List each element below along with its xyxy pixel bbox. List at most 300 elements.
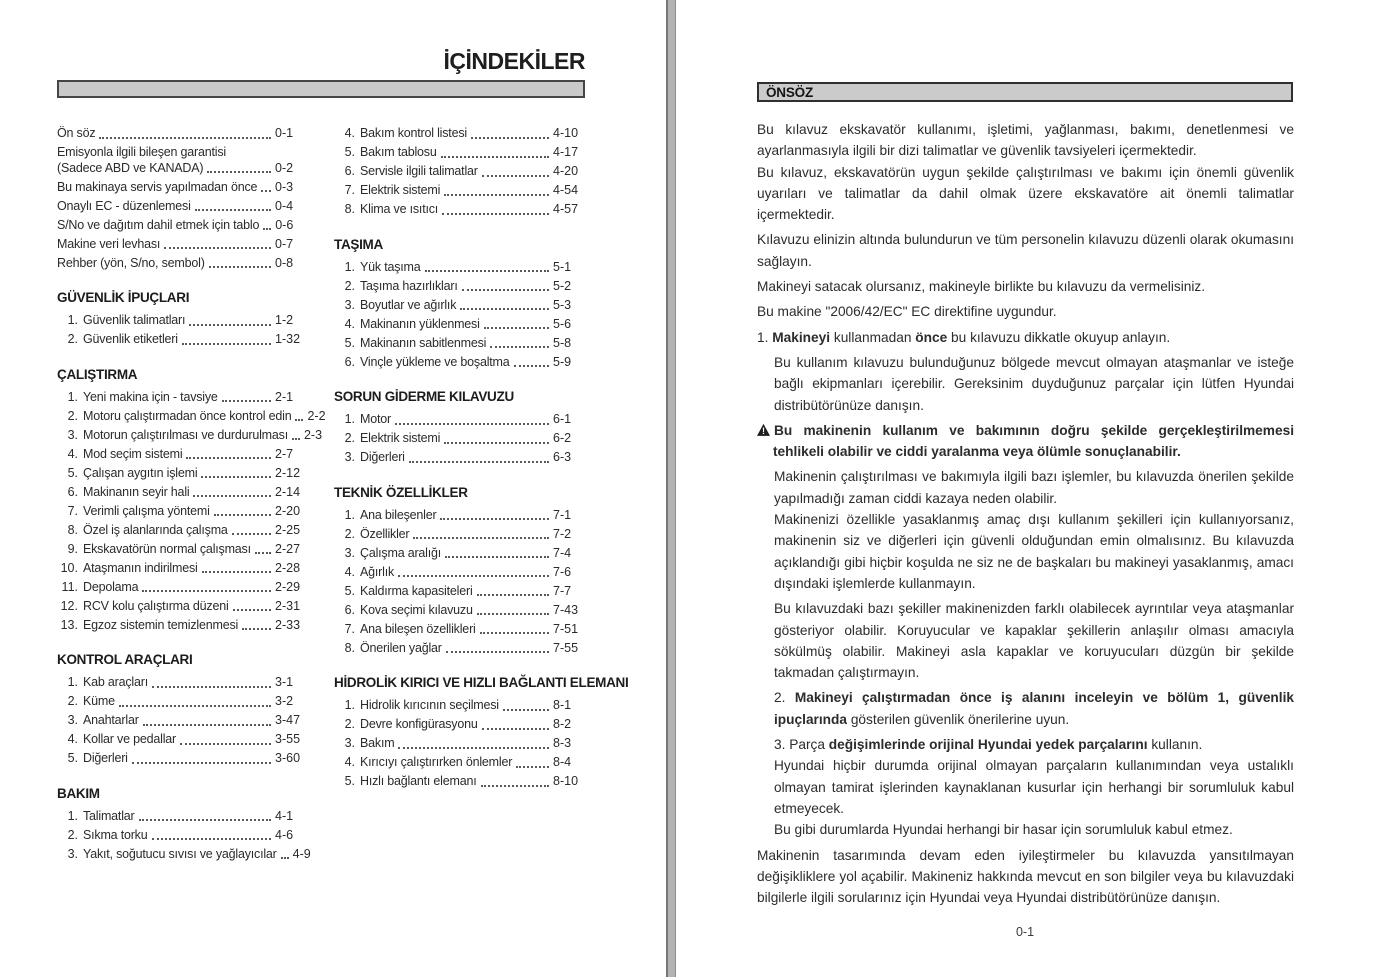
toc-item-label: Yakıt, soğutucu sıvısı ve yağlayıcılar: [83, 846, 277, 861]
paragraph: [774, 819, 1294, 840]
text-segment: Makinenizi özellikle yasaklanmış amaç dışı kullanım şekilleri için kullanıyorsanız, makinenin siz ve diğerleri için güvenli olduğundan emin olmalısınız. Bu kılavuzda açıklandığı gibi hiçbir koşulda ne siz ne de başkaları bu makineyi yasaklanmış, amacı dışındaki işlemlerde kullanmayın.: [774, 512, 1294, 591]
toc-item: [57, 219, 307, 233]
toc-item-label: Verimli çalışma yöntemi: [83, 503, 210, 518]
toc-page-ref: 4-54: [553, 183, 579, 197]
dotted-leader: [477, 594, 549, 596]
toc-item-number: 12.: [60, 598, 78, 613]
page-title: İÇİNDEKİLER: [443, 48, 585, 74]
toc-item: [57, 314, 307, 328]
toc-item: [57, 486, 307, 500]
toc-item: [334, 184, 585, 198]
dotted-leader: [440, 518, 549, 520]
toc-section-heading: ÇALIŞTIRMA: [57, 366, 138, 382]
dotted-leader: [201, 476, 271, 478]
toc-page-ref: 4-20: [553, 164, 579, 178]
paragraph: [774, 598, 1294, 683]
toc-item: [57, 846, 311, 862]
dotted-leader: [152, 686, 271, 688]
text-segment: 1.: [757, 329, 773, 345]
toc-item-label: Yeni makina için - tavsiye: [83, 389, 218, 404]
toc-page-ref: 2-20: [275, 503, 301, 518]
toc-page-ref: 0-4: [275, 198, 294, 213]
toc-item: [57, 257, 307, 271]
dotted-leader: [119, 705, 271, 707]
text-segment: Makineyi: [772, 329, 831, 345]
dotted-leader: [99, 137, 271, 139]
dotted-leader: [222, 400, 271, 402]
toc-item-number: 2.: [67, 408, 78, 423]
toc-section: [57, 652, 307, 766]
toc-page-ref: 2-31: [275, 598, 301, 613]
page-number: 0-1: [1015, 925, 1035, 939]
dotted-leader: [182, 343, 271, 345]
dotted-leader: [242, 628, 271, 630]
toc-item-number: 4.: [67, 446, 78, 461]
paragraph: [774, 734, 1294, 755]
toc-item: [57, 391, 307, 405]
dotted-leader: [398, 575, 549, 577]
dotted-leader: [207, 171, 271, 173]
toc-item-label: Vinçle yükleme ve boşaltma: [360, 354, 510, 369]
toc-item: [334, 642, 585, 656]
dotted-leader: [444, 442, 549, 444]
dotted-leader: [460, 308, 549, 310]
toc-section-heading: SORUN GİDERME KILAVUZU: [334, 389, 514, 404]
paragraph: [774, 687, 1294, 730]
toc-page-ref: 2-3: [303, 427, 323, 442]
dotted-leader: [263, 228, 271, 230]
toc-page-ref: 2-33: [275, 617, 301, 632]
toc-item-number: 3.: [344, 545, 355, 560]
toc-item: [57, 676, 307, 690]
toc-item: [334, 127, 585, 141]
toc-item: [57, 581, 307, 595]
toc-item: [334, 413, 585, 427]
toc-item-number: 5.: [344, 774, 355, 788]
toc-item-number: 9.: [67, 541, 78, 556]
toc-item: [57, 200, 307, 214]
toc-item: [57, 752, 307, 766]
toc-item-label: Elektrik sistemi: [360, 431, 441, 445]
toc-section: [334, 389, 585, 465]
toc-item-label: Ön söz: [57, 126, 96, 140]
toc-page-ref: 8-1: [553, 698, 572, 712]
text-segment: Makinenin tasarımında devam eden iyileştirmeler bu kılavuzda yansıtılmayan değişikliklere yol açabilir. Makineniz hakkında mevcut en son bilgiler veya bu kılavuzdaki bilgilerle ilgili sorularınız için Hyundai veya Hyundai distribütörünüze danışın.: [757, 847, 1294, 906]
toc-page-ref: 3-60: [275, 751, 301, 765]
toc-page-ref: 7-43: [553, 602, 579, 617]
toc-section-heading: BAKIM: [57, 785, 100, 801]
text-segment: Bu kullanım kılavuzu bulunduğunuz bölgede mevcut olmayan ataşmanlar ve isteğe bağlı ekipmanları içerebilir. Gereksinim duyduğunuz parçalar için lütfen Hyundai distribütörünüze danışın.: [774, 354, 1294, 413]
toc-item-label: Bakım: [360, 736, 395, 750]
toc-page-ref: 4-6: [275, 827, 294, 842]
paragraph: [774, 755, 1294, 819]
toc-item-label: Ekskavatörün normal çalışması: [83, 541, 251, 556]
toc-item-number: 3.: [67, 846, 78, 861]
page-divider: [666, 0, 676, 977]
toc-section: [334, 675, 629, 789]
toc-item: [334, 432, 585, 446]
dotted-leader: [180, 743, 271, 745]
toc-item-number: 1.: [67, 313, 78, 327]
toc-item: [57, 600, 307, 614]
toc-item-number: 2.: [67, 694, 78, 708]
toc-item: [57, 524, 307, 538]
toc-page-ref: 4-10: [553, 126, 579, 140]
dotted-leader: [143, 724, 271, 726]
toc-item-label: Talimatlar: [83, 808, 135, 823]
toc-item-label: Yük taşıma: [360, 259, 421, 274]
toc-item-number: 4.: [67, 732, 78, 746]
dotted-leader: [481, 785, 550, 787]
dotted-leader: [193, 495, 271, 497]
toc-page-ref: 5-9: [553, 354, 572, 369]
toc-item-number: 5.: [344, 335, 355, 350]
toc-item: [334, 509, 585, 523]
paragraph: [757, 327, 1294, 348]
toc-page-ref: 3-2: [275, 694, 294, 708]
toc-section: [57, 127, 307, 270]
dotted-leader: [233, 609, 271, 611]
dotted-leader: [164, 247, 271, 249]
toc-page-ref: 8-3: [553, 736, 572, 750]
dotted-leader: [139, 819, 272, 821]
text-segment: değişimlerinde orijinal Hyundai yedek parçalarını: [828, 737, 1148, 753]
toc-page-ref: 7-55: [553, 640, 579, 655]
toc-item-label: Motorun çalıştırılması ve durdurulması: [83, 427, 288, 442]
dotted-leader: [480, 632, 549, 634]
toc-item-number: 1.: [344, 698, 355, 712]
dotted-leader: [255, 552, 271, 554]
toc-page-ref: 1-2: [275, 313, 294, 327]
toc-item: [57, 467, 307, 481]
toc-item-label: S/No ve dağıtım dahil etmek için tablo: [57, 217, 260, 232]
toc-item-label: Servisle ilgili talimatlar: [360, 164, 478, 178]
toc-item-number: 5.: [344, 583, 355, 598]
text-segment: Bu gibi durumlarda Hyundai herhangi bir hasar için sorumluluk kabul etmez.: [774, 822, 1233, 838]
toc-item-number: 5.: [344, 145, 355, 159]
toc-item: [57, 162, 307, 176]
text-segment: kullanın.: [1147, 737, 1203, 753]
toc-item-number: 1.: [344, 259, 355, 274]
toc-item-label: Onaylı EC - düzenlemesi: [57, 198, 191, 213]
text-segment: Makinenin çalıştırılması ve bakımıyla ilgili bazı işlemler, bu kılavuzda önerilen şekilde yapılmadığı zaman ciddi kazaya neden olabilir.: [774, 469, 1294, 506]
toc-item-label: Kab araçları: [83, 675, 148, 689]
dotted-leader: [514, 365, 549, 367]
toc-page: [0, 0, 666, 977]
toc-item-number: 8.: [344, 202, 355, 216]
toc-item-label: Diğerleri: [360, 450, 405, 464]
toc-section: [57, 785, 311, 862]
toc-item-label: Makinanın sabitlenmesi: [360, 335, 487, 350]
dotted-leader: [132, 762, 271, 764]
toc-page-ref: 2-2: [307, 408, 326, 423]
toc-page-ref: 5-1: [553, 259, 572, 274]
toc-item: [334, 737, 585, 751]
dotted-leader: [425, 270, 549, 272]
text-segment: Bu kılavuz, ekskavatörün uygun şekilde çalıştırılması ve bakımı için önemli güvenlik uyarıları ve talimatlar da dahil olmak üzere ekskavatöre ait önemli talimatlar içermektedir.: [757, 164, 1294, 223]
text-segment: Bu makinenin kullanım ve bakımının doğru şekilde gerçekleştirilmemesi tehlikeli olabilir ve ciddi yaralanma veya ölümle sonuçlanabilir.: [773, 422, 1294, 460]
paragraph: [757, 845, 1294, 909]
toc-item-number: 3.: [67, 427, 78, 442]
toc-item-label: Rehber (yön, S/no, sembol): [57, 255, 205, 270]
text-segment: kullanmadan: [830, 329, 916, 345]
dotted-leader: [503, 709, 549, 711]
dotted-leader: [445, 556, 549, 558]
dotted-leader: [189, 324, 271, 326]
toc-page-ref: 6-2: [553, 431, 572, 445]
toc-section: [334, 485, 585, 656]
toc-page-ref: 2-7: [275, 446, 294, 461]
toc-item: [57, 543, 307, 557]
toc-page-ref: 0-8: [275, 255, 294, 270]
toc-item-number: 13.: [60, 617, 78, 632]
toc-item-number: 1.: [67, 675, 78, 689]
dotted-leader: [295, 419, 303, 421]
toc-item-label: Makinanın seyir hali: [83, 484, 190, 499]
toc-item-label: Makine veri levhası: [57, 236, 161, 251]
dotted-leader: [202, 571, 271, 573]
toc-item-label: Kova seçimi kılavuzu: [360, 602, 473, 617]
toc-item: [57, 448, 307, 462]
toc-item-number: 4.: [344, 316, 355, 331]
toc-item: [334, 318, 585, 332]
toc-item-number: 3.: [67, 713, 78, 727]
toc-item-label: Hızlı bağlantı elemanı: [360, 774, 477, 788]
dotted-leader: [232, 533, 271, 535]
text-segment: Makineyi çalıştırmadan önce iş alanını inceleyin ve bölüm 1, güvenlik ipuçlarında: [774, 690, 1295, 727]
dotted-leader: [442, 213, 549, 215]
toc-item: [57, 427, 323, 443]
toc-item-label: Depolama: [83, 579, 139, 594]
toc-item-label: Çalışan aygıtın işlemi: [83, 465, 198, 480]
toc-item: [334, 451, 585, 465]
paragraph: [774, 466, 1294, 509]
toc-item-label: Ağırlık: [360, 564, 395, 579]
toc-item-number: 2.: [67, 332, 78, 346]
toc-section: [57, 366, 326, 633]
toc-page-ref: 7-1: [553, 507, 572, 522]
dotted-leader: [398, 747, 549, 749]
dotted-leader: [395, 423, 549, 425]
toc-page-ref: 3-47: [275, 713, 301, 727]
toc-item: [57, 714, 307, 728]
title-underline-bar: [57, 80, 585, 98]
toc-page-ref: 6-1: [553, 412, 572, 426]
toc-item: [57, 829, 307, 843]
toc-item: [57, 238, 307, 252]
toc-page-ref: 3-55: [275, 732, 301, 746]
toc-item-label: Sıkma torku: [83, 827, 148, 842]
toc-item: [334, 146, 585, 160]
toc-page-ref: 2-29: [275, 579, 301, 594]
paragraph: [774, 352, 1294, 416]
paragraph: [757, 301, 1294, 322]
toc-item-number: 7.: [344, 183, 355, 197]
paragraph: [757, 119, 1294, 162]
text-segment: Hyundai hiçbir durumda orijinal olmayan parçaların kullanımından veya ustalıklı olmayan tamirat işlerinden kaynaklanan kusurlar için herhangi bir sorumluluk kabul etmeyecek.: [774, 758, 1294, 816]
dotted-leader: [484, 327, 549, 329]
toc-item: [334, 547, 585, 561]
toc-section-heading: TEKNİK ÖZELLİKLER: [334, 484, 468, 500]
toc-item: [57, 810, 307, 824]
toc-item: [57, 408, 326, 424]
toc-page-ref: 4-1: [275, 808, 294, 823]
toc-item-number: 8.: [344, 640, 355, 655]
text-segment: 3. Parça: [774, 737, 829, 753]
toc-page-ref: 7-4: [553, 545, 572, 560]
toc-page-ref: 5-6: [553, 316, 572, 331]
toc-item-number: 2.: [344, 431, 355, 445]
dotted-leader: [441, 156, 549, 158]
toc-item-label: Elektrik sistemi: [360, 183, 441, 197]
paragraph: [774, 509, 1294, 594]
dotted-leader: [482, 175, 549, 177]
toc-item-number: 5.: [67, 751, 78, 765]
toc-page-ref: 2-28: [275, 560, 301, 575]
dotted-leader: [292, 438, 300, 440]
toc-page-ref: 0-6: [275, 217, 294, 232]
toc-section-heading: KONTROL ARAÇLARI: [57, 652, 193, 667]
toc-item-number: 2.: [67, 827, 78, 842]
preface-body: [757, 119, 1294, 912]
warning-triangle-icon: [757, 424, 770, 436]
text-segment: Bu makine "2006/42/EC" EC direktifine uygundur.: [757, 304, 1057, 320]
toc-item-number: 3.: [344, 736, 355, 750]
toc-item-label: Özel iş alanlarında çalışma: [83, 522, 228, 537]
toc-column-left: [57, 126, 326, 867]
dotted-leader: [482, 728, 549, 730]
toc-item-label: Motor: [360, 412, 391, 426]
toc-item-number: 8.: [67, 522, 78, 537]
toc-item-label: Ataşmanın indirilmesi: [83, 560, 198, 575]
toc-item-number: 6.: [67, 484, 78, 499]
toc-page-ref: 0-1: [275, 126, 294, 140]
toc-item-number: 1.: [67, 808, 78, 823]
toc-item: [334, 356, 585, 370]
toc-section: [334, 237, 585, 370]
toc-item-number: 1.: [344, 507, 355, 522]
section-header-label: ÖNSÖZ: [766, 84, 814, 100]
toc-item: [57, 619, 307, 633]
toc-item: [334, 261, 585, 275]
toc-item-label: Çalışma aralığı: [360, 545, 442, 560]
toc-item-number: 1.: [344, 412, 355, 426]
toc-item-label: Özellikler: [360, 526, 410, 541]
toc-item-label: Kollar ve pedallar: [83, 732, 176, 746]
toc-page-ref: 2-14: [275, 484, 301, 499]
toc-item: [334, 585, 585, 599]
toc-page-ref: 5-2: [553, 278, 572, 293]
toc-item-number: 7.: [67, 503, 78, 518]
toc-item: [57, 505, 307, 519]
toc-item: [57, 695, 307, 709]
toc-item: [334, 699, 585, 713]
dotted-leader: [142, 590, 271, 592]
text-segment: Kılavuzu elinizin altında bulundurun ve tüm personelin kılavuzu düzenli olarak okumasını sağlayın.: [757, 232, 1294, 269]
text-segment: Makineyi satacak olursanız, makineyle birlikte bu kılavuzu da vermelisiniz.: [757, 279, 1206, 295]
section-header-bar: [757, 82, 1293, 102]
toc-item-label: Önerilen yağlar: [360, 640, 442, 655]
toc-item-label: Devre konfigürasyonu: [360, 717, 478, 731]
toc-section: [334, 127, 585, 217]
toc-section-heading: TAŞIMA: [334, 236, 383, 252]
toc-item: [57, 181, 307, 195]
toc-page-ref: 0-2: [275, 160, 294, 175]
text-segment: Bu kılavuzdaki bazı şekiller makinenizden farklı olabilecek ayrıntılar veya ataşmanlar gösteriyor olabilir. Koruyucular ve kapaklar şekillerin anlaşılır olması amacıyla sökülmüş olabilir. Makineyi asla kapaklar ve koruyucuları düzgün bir şekilde takmadan çalıştırmayın.: [774, 601, 1294, 681]
preface-page: [677, 0, 1389, 977]
paragraph: [757, 229, 1294, 272]
toc-item-label: Bakım tablosu: [360, 145, 437, 159]
toc-page-ref: 3-1: [275, 675, 294, 689]
toc-section: [57, 290, 307, 347]
dotted-leader: [209, 266, 271, 268]
toc-item-label: Bu makinaya servis yapılmadan önce: [57, 179, 258, 194]
toc-item-number: 4.: [344, 755, 355, 769]
toc-page-ref: 7-51: [553, 621, 579, 636]
toc-page-ref: 7-7: [553, 583, 572, 598]
toc-page-ref: 5-3: [553, 297, 572, 312]
dotted-leader: [413, 537, 549, 539]
paragraph: [757, 420, 1294, 463]
toc-item-number: 6.: [344, 354, 355, 369]
toc-page-ref: 0-3: [275, 179, 294, 194]
toc-page-ref: 8-2: [553, 717, 572, 731]
toc-item-label: Güvenlik etiketleri: [83, 332, 178, 346]
toc-page-ref: 6-3: [553, 450, 572, 464]
toc-item: [334, 203, 585, 217]
toc-item-label: Taşıma hazırlıkları: [360, 278, 458, 293]
toc-item-number: 6.: [344, 164, 355, 178]
text-segment: Bu kılavuz ekskavatör kullanımı, işletimi, yağlanması, bakımı, denetlenmesi ve ayarlanmasıyla ilgili bir dizi talimatlar ve güvenlik tavsiyeleri içermektedir.: [757, 122, 1294, 159]
toc-item-label: Mod seçim sistemi: [83, 446, 183, 461]
toc-item-label: Kaldırma kapasiteleri: [360, 583, 473, 598]
toc-item-label: Hidrolik kırıcının seçilmesi: [360, 698, 499, 712]
toc-item-label: Diğerleri: [83, 751, 128, 765]
toc-page-ref: 2-27: [275, 541, 301, 556]
toc-item: [334, 756, 585, 770]
toc-page-ref: 4-57: [553, 202, 579, 216]
toc-item-number: 1.: [67, 389, 78, 404]
toc-item-label: Ana bileşen özellikleri: [360, 621, 476, 636]
toc-item-label: Egzoz sistemin temizlenmesi: [83, 617, 239, 632]
toc-item: [334, 165, 585, 179]
toc-item: [334, 337, 585, 351]
toc-item-number: 3.: [344, 450, 355, 464]
dotted-leader: [152, 838, 272, 840]
toc-page-ref: 4-9: [292, 846, 311, 861]
toc-column-right: [334, 126, 629, 867]
toc-page-ref: 2-12: [275, 465, 301, 480]
toc-item-label: Güvenlik talimatları: [83, 313, 186, 327]
toc-page-ref: 7-2: [553, 526, 572, 541]
toc-page-ref: 8-10: [553, 774, 579, 788]
dotted-leader: [490, 346, 549, 348]
paragraph: [757, 162, 1294, 226]
text-segment: 2.: [774, 690, 795, 706]
toc-item: [334, 528, 585, 542]
toc-item-number: 3.: [344, 297, 355, 312]
dotted-leader: [471, 137, 549, 139]
toc-item-number: 4.: [344, 126, 355, 140]
toc-page-ref: 2-25: [275, 522, 301, 537]
toc-page-ref: 0-7: [275, 236, 294, 251]
toc-item-label: Motoru çalıştırmadan önce kontrol edin: [83, 408, 292, 423]
toc-item: [334, 604, 585, 618]
toc-item: [334, 566, 585, 580]
toc-item: [334, 775, 585, 789]
toc-item: [334, 299, 585, 313]
toc-section-heading: GÜVENLİK İPUÇLARI: [57, 290, 190, 305]
